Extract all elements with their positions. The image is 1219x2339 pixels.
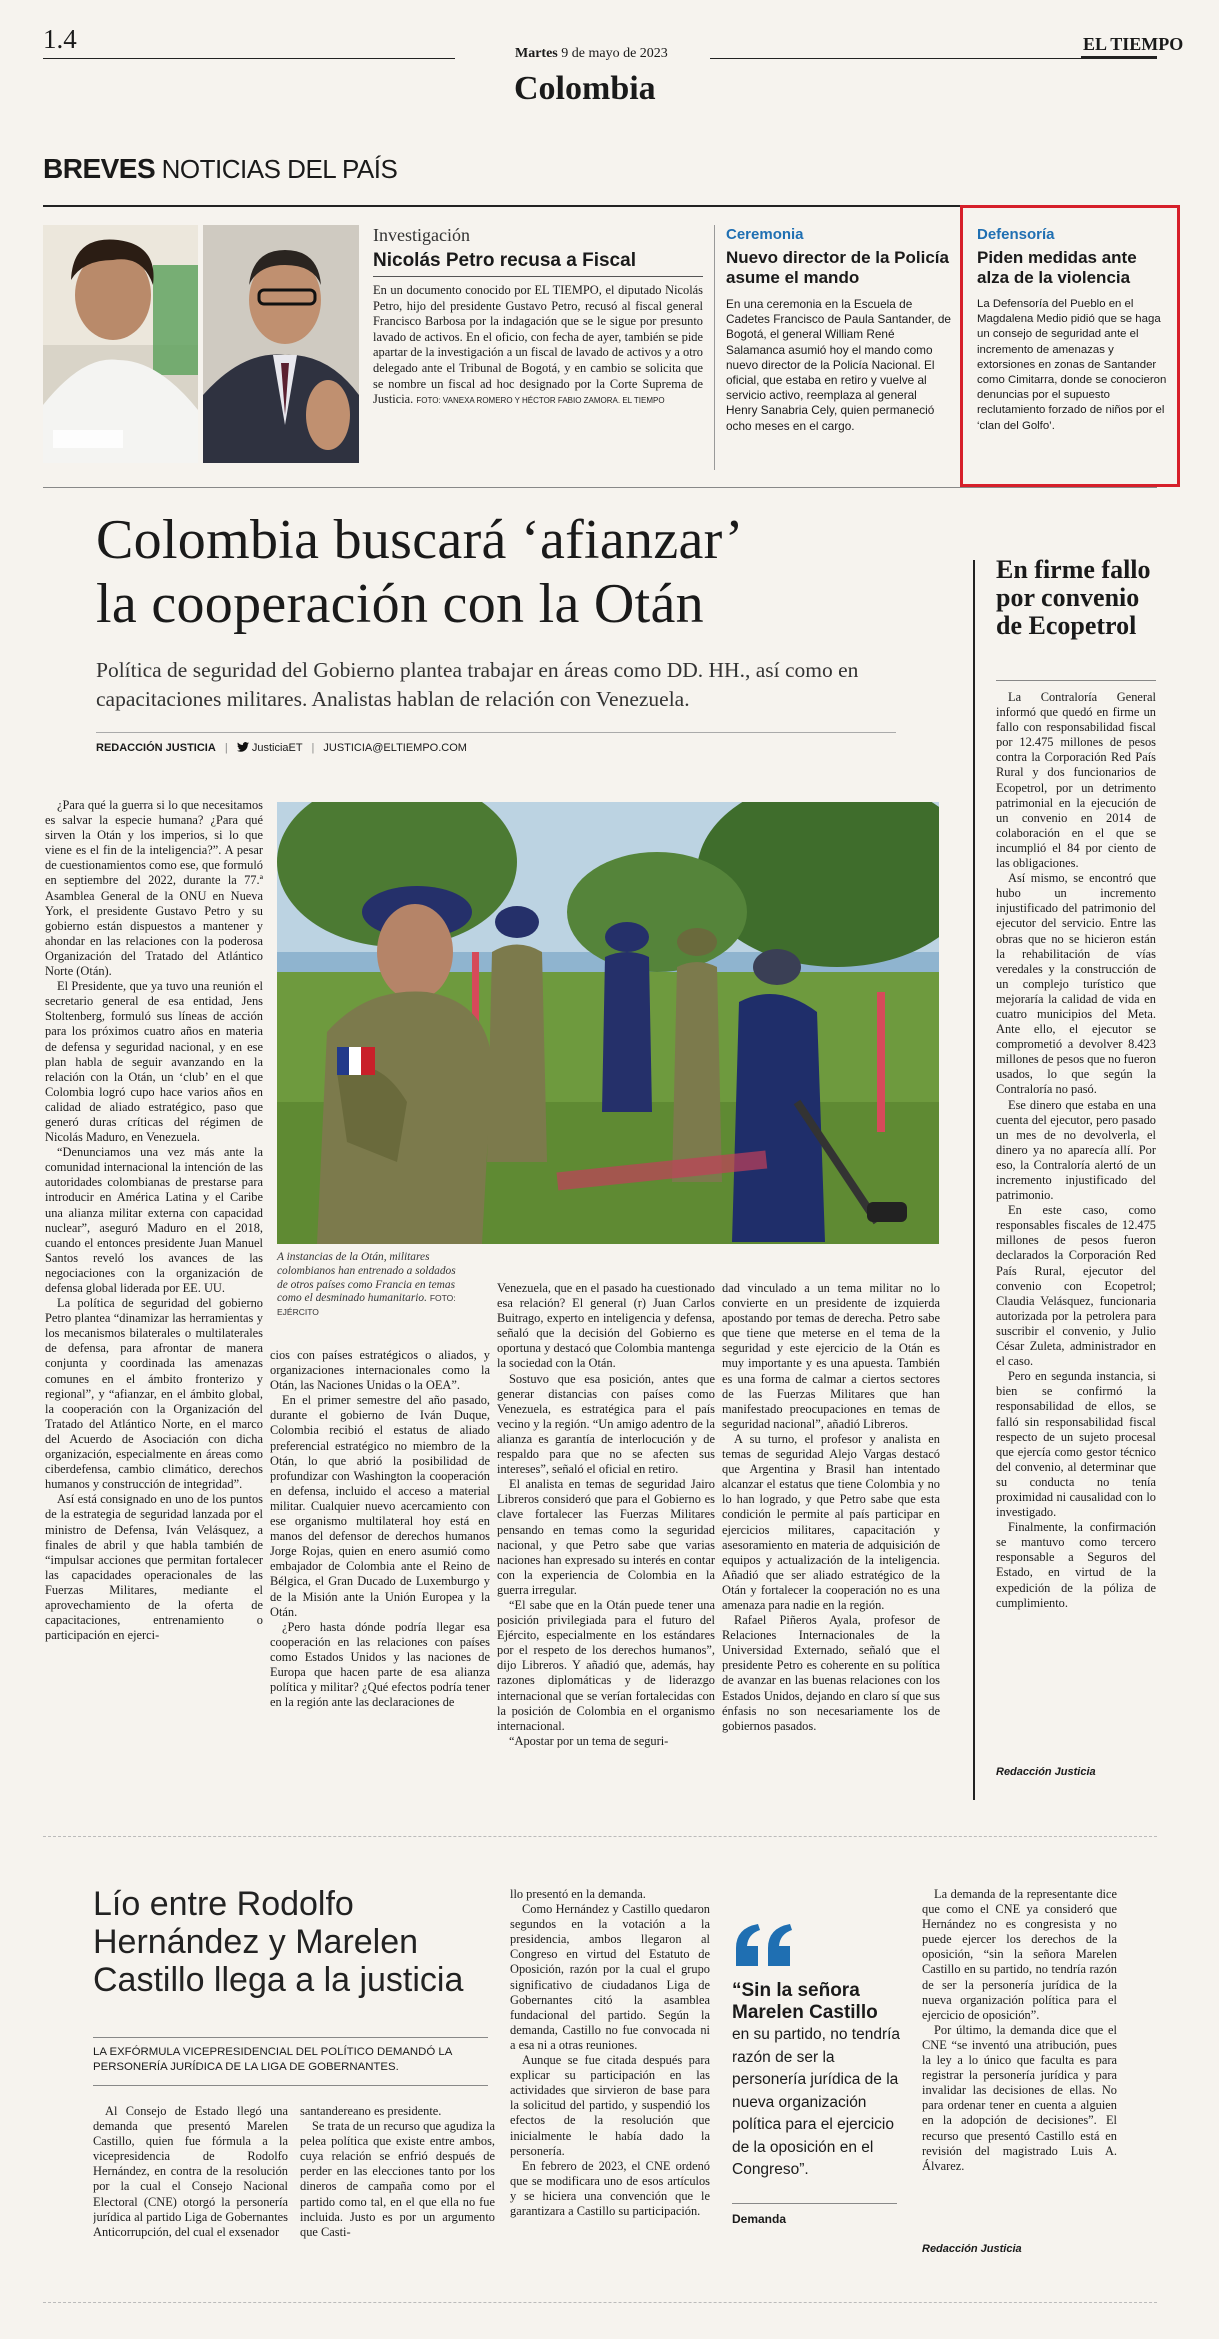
main-subhead: Política de seguridad del Gobierno plantea trabajar en áreas como DD. HH., así como en capacitaciones militares. Analistas hablan de relación con Venezuela. <box>96 658 859 711</box>
sidebar-title-rule <box>996 680 1156 681</box>
bottom-col3-p2: Como Hernández y Castillo quedaron segundos en la votación a la presidencia, ambos llegaron al Congreso en virtud del Estatuto de Oposición, razón por la cual el grupo significativo de ciudadanos Liga de Gobernantes citó la asamblea fundacional del partido. Según la demanda, Castillo no fue convocada ni a esa ni a otras reuniones. <box>510 1902 710 2052</box>
breve1-photo-credit: FOTO: VANEXA ROMERO Y HÉCTOR FABIO ZAMORA. EL TIEMPO <box>416 396 665 406</box>
main-headline-line1: Colombia buscará ‘afianzar’ <box>96 509 744 571</box>
bottom-headline <box>93 1885 463 1999</box>
pull-quote-rest: en su partido, no tendría razón de ser la personería jurídica de la nueva organización política para el ejercicio de la oposición en el Congreso”. <box>732 2026 901 2178</box>
byline-rule-top <box>96 732 896 733</box>
main-col4-p1: dad vinculado a un tema militar no lo convierte en un presidente de izquierda apostando por temas de derecha. Petro sabe que tiene que meterse en el tema de la seguridad y este ejercicio de la Otán es muy importante y es una apuesta. También es una forma de calmar a ciertos sectores de las Fuerzas Militares que han manifestado preocupaciones en temas de seguridad nacional”, añadió Libreros. <box>722 1281 940 1431</box>
main-photo-credit: FOTO: EJÉRCITO <box>277 1293 456 1318</box>
byline-author: REDACCIÓN JUSTICIA <box>96 742 216 754</box>
breves-label-bold: BREVES <box>43 153 156 184</box>
bottom-dek-rule-top <box>93 2037 488 2038</box>
main-headline <box>96 508 744 636</box>
bottom-col2-p1: santandereano es presidente. <box>300 2104 442 2118</box>
sidebar-divider <box>973 560 975 1800</box>
breve1-body <box>373 283 703 463</box>
bottom-headline-line1: Lío entre Rodolfo <box>93 1885 354 1923</box>
brand-rule <box>1081 56 1157 58</box>
main-photo-caption <box>277 1251 467 1320</box>
sidebar-p4: En este caso, como responsables fiscales de 12.475 millones de pesos fueron declarados la Corporación Red País Rural, ejecutor del convenio con Ecopetrol; Claudia Velásquez, funcionaria autorizada por la petrolera para suscribir el convenio, y Julio César Zuleta, administrador en el caso. <box>996 1203 1156 1369</box>
section-divider <box>43 1836 1157 1837</box>
sidebar-p6: Finalmente, la confirmación se mantuvo como tercero responsable a Seguros del Estado, en virtud de la expedición de la póliza de cumplimiento. <box>996 1520 1156 1610</box>
byline-sep1: | <box>224 742 228 754</box>
main-col4 <box>722 1281 940 1830</box>
bottom-dek: LA EXFÓRMULA VICEPRESIDENCIAL DEL POLÍTICO DEMANDÓ LA PERSONERÍA JURÍDICA DE LA LIGA DE GOBERNANTES. <box>93 2046 452 2073</box>
main-headline-line2: la cooperación con la Otán <box>96 573 704 635</box>
breve1-title: Nicolás Petro recusa a Fiscal <box>373 250 636 271</box>
bottom-col3 <box>510 1887 710 2279</box>
section-title: Colombia <box>514 70 656 107</box>
masthead-rule-left <box>43 58 455 59</box>
main-col4-p3: Rafael Piñeros Ayala, profesor de Relaciones Internacionales de la Universidad Externado, señaló que el presidente Petro es coherente en su política de avanzar en las buenas relaciones con los Estados Unidos, dejando en claro sí que sus énfasis no son necesariamente los de gobiernos pasados. <box>722 1613 940 1733</box>
pull-quote-source: Demanda <box>732 2212 787 2226</box>
main-col2-p3: ¿Pero hasta dónde podría llegar esa cooperación en las relaciones con países como Estados Unidos y las naciones de Europa que hacen parte de esa alianza política y militar? ¿Qué efectos podría tener en la región ante las declaraciones de <box>270 1619 490 1710</box>
main-col1-p1: ¿Para qué la guerra si lo que necesitamos es salvar la especie humana? ¿Para qué sirven la Otán y los imperios, si lo que viene es el fin de la inteligencia?”. A pesar de cuestionamientos como ese, que formuló en septiembre del 2022, durante la 77.ª Asamblea General de la ONU en Nueva York, el presidente Gustavo Petro y su gobierno están dispuestos a mantener y ahondar en las relaciones con la poderosa Organización del Tratado del Atlántico Norte (Otán). <box>45 798 263 979</box>
sidebar-signature: Redacción Justicia <box>996 1766 1096 1778</box>
nicolas-petro-photo <box>43 225 198 463</box>
breve1-kicker: Investigación <box>373 225 470 245</box>
main-col1 <box>45 798 263 1830</box>
page-bottom-rule <box>43 2302 1157 2303</box>
main-col3-p5: “Apostar por un tema de seguri- <box>509 1733 669 1748</box>
bottom-col1-p1: Al Consejo de Estado llegó una demanda que presentó Marelen Castillo, quien fue fórmula a la vicepresidencia de Rodolfo Hernández, en contra de la resolución por la cual el Consejo Nacional Electoral (CNE) otorgó la personería jurídica al partido Liga de Gobernantes Anticorrupción, del cual el exsenador <box>93 2104 288 2239</box>
bottom-col2 <box>300 2104 495 2279</box>
date-day: Martes <box>515 46 558 61</box>
bottom-col5-p1: La demanda de la representante dice que como el CNE ya consideró que Hernández no es congresista y no puede ejercer los derechos de la oposición, “sin la señora Marelen Castillo en su partido, no tendría razón de ser la personería jurídica de la nueva organización política para el ejercicio de oposición”. <box>922 1887 1117 2022</box>
page-number: 1.4 <box>43 24 77 54</box>
brand-logo: EL TIEMPO <box>1083 34 1184 54</box>
breves-label-light: NOTICIAS DEL PAÍS <box>161 154 398 184</box>
breve2-body: En una ceremonia en la Escuela de Cadetes Francisco de Paula Santander, de Bogotá, el general William René Salamanca asumió hoy el mando como nuevo director de la Policía Nacional. El oficial, que estaba en retiro y vuelve al servicio activo, reemplaza al general Henry Sanabria Cely, quien permaneció ocho meses en el cargo. <box>726 297 951 433</box>
byline-twitter: JusticiaET <box>251 742 303 754</box>
main-col2-p1: cios con países estratégicos o aliados, y organizaciones internacionales como la Otán, las Naciones Unidas o la OEA”. <box>270 1348 490 1393</box>
pull-quote <box>732 1980 907 2182</box>
bottom-col3-p1: llo presentó en la demanda. <box>510 1887 646 1901</box>
breves-label <box>43 153 397 186</box>
breve-divider-1 <box>714 225 715 470</box>
sidebar-title: En firme fallo por convenio de Ecopetrol <box>996 555 1151 640</box>
main-col2 <box>270 1348 490 1830</box>
bottom-signature: Redacción Justicia <box>922 2243 1022 2255</box>
main-col1-p3: “Denunciamos una vez más ante la comunidad internacional la intención de las autoridades colombianas de prestarse para introducir en América Latina y el Caribe una alianza militar externa con capacidad nuclear”, aseguró Maduro en el 2018, cuando el entonces presidente Juan Manuel Santos reveló los avances de las negociaciones con la organización de defensa global liderada por EE. UU. <box>45 1145 263 1295</box>
bottom-dek-rule-bottom <box>93 2085 488 2086</box>
sidebar-p1: La Contraloría General informó que quedó en firme un fallo con responsabilidad fiscal por 12.475 millones de pesos contra la Corporación Red País Rural y dos funcionarios de Ecopetrol, por un detrimento patrimonial en la ejecución de un convenio en 2014 de colaboración en el que se incumplió el 84 por ciento de las obligaciones. <box>996 690 1156 871</box>
main-col4-p2: A su turno, el profesor y analista en temas de seguridad Alejo Vargas destacó que Argentina y Brasil han intentado alcanzar el estatus que tiene Colombia y no lo han logrado, y que Petro sabe que esta condición le permite al país participar en ejercicios militares, capacitación y asesoramiento en materia de adquisición de equipos y actualización de la inteligencia. Añadió que ser aliado estratégico de la Otán y fortalecer la cooperación no es una amenaza para nadie en la región. <box>722 1431 940 1612</box>
main-col3-p3: El analista en temas de seguridad Jairo Libreros consideró que para el Gobierno es clave fortalecer las Fuerzas Militares pensando en temas como la seguridad nacional, y que Petro sabe que varias naciones han expresado su interés en contar con la experiencia de Colombia en la guerra irregular. <box>497 1477 715 1597</box>
breve1-title-rule <box>373 276 703 277</box>
breve2-title: Nuevo director de la Policía asume el mando <box>726 248 949 287</box>
byline-email: JUSTICIA@ELTIEMPO.COM <box>323 742 467 754</box>
bottom-headline-line3: Castillo llega a la justicia <box>93 1961 464 1999</box>
twitter-icon <box>237 742 249 752</box>
breve3-kicker: Defensoría <box>977 226 1055 243</box>
main-col1-p4: La política de seguridad del gobierno Petro plantea “dinamizar las herramientas y los mecanismos bilaterales o multilaterales de defensa, para afrontar de manera conjunta y coordinada las amenazas comunes en el ámbito fronterizo y regional”, y “afianzar, en el ámbito global, la cooperación con la Organización del Tratado del Atlántico Norte, en el marco del Acuerdo de Asociación con dicha organización, especialmente en áreas como ciberdefensa, cambio climático, derechos humanos y construcción de integridad”. <box>45 1296 263 1492</box>
bottom-col1 <box>93 2104 288 2279</box>
quote-mark-icon <box>732 1922 794 1968</box>
main-col3 <box>497 1281 715 1830</box>
breve3-title: Piden medidas ante alza de la violencia <box>977 248 1137 287</box>
bottom-col5-p2: Por último, la demanda dice que el CNE “se inventó una atribución, pues la ley a lo único que faculta es para registrar la personería jurídica y para invalidar las decisiones de ellas. No para ordenar tener en cuenta a alguien en la adopción de decisiones”. El recurso que presentó Castillo está en revisión del magistrado Luis A. Álvarez. <box>922 2022 1117 2173</box>
bottom-col3-p3: Aunque se fue citada después para explicar su participación en las actividades que sirvieron de base para la solicitud del partido, y suspendió los efectos de la resolución que inicialmente le había dado la personería. <box>510 2053 710 2158</box>
bottom-col5 <box>922 1887 1117 2237</box>
main-col1-p2: El Presidente, que ya tuvo una reunión el secretario general de esa entidad, Jens Stoltenberg, formuló sus líneas de acción para los próximos cuatro años en materia de defensa y seguridad nacional, y en ese plan habla de seguir avanzando en la relación con la Otán, un ‘club’ en el que Colombia logró cupo hace varios años en calidad de aliado estratégico, paso que generó duras críticas del régimen de Nicolás Maduro, en Venezuela. <box>45 979 263 1145</box>
byline <box>96 742 467 754</box>
breve1-body-text: En un documento conocido por EL TIEMPO, el diputado Nicolás Petro, hijo del presidente Gustavo Petro, recusó al fiscal general Francisco Barbosa por la indagación que se le sigue por presunto lavado de activos. En el oficio, con fecha de ayer, también se pide apartar de la investigación a un fiscal de lavado de activos y a otro delegado ante el Tribunal de Bogotá, y en cambio se solicita que se nombre un fiscal ad hoc designado por la Corte Suprema de Justicia. <box>373 283 703 407</box>
main-col2-p2: En el primer semestre del año pasado, durante el gobierno de Iván Duque, Colombia recibió el estatus de aliado preferencial estratégico no miembro de la Otán, lo que abrió la posibilidad de profundizar con Washington la cooperación en defensa, incluido el acceso a material militar. Cualquier nuevo acercamiento con ese organismo multilateral hoy está en manos del defensor de derechos humanos Jorge Rojas, quien en enero asumió como embajador de Colombia ante el Reino de Bélgica, el Gran Ducado de Luxemburgo y de la Misión ante la Unión Europea y la Otán. <box>270 1393 490 1619</box>
main-article-photo <box>277 802 939 1244</box>
pull-quote-rule <box>732 2203 897 2204</box>
sidebar-p2: Así mismo, se encontró que hubo un incremento injustificado del patrimonio del ejecutor del servicio. Entre las obras que no se hicieron están la rehabilitación de vías veredales y la construcción de un complejo turístico que mejoraría la calidad de vida en cuatro municipios del Meta. Ante ello, el ejecutor se comprometió a devolver 8.423 millones de pesos que no fueron usados, lo que según la Contraloría no pasó. <box>996 871 1156 1097</box>
fiscal-barbosa-photo <box>203 225 359 463</box>
page-date <box>515 46 668 62</box>
main-col1-p5: Así está consignado en uno de los puntos de la estrategia de seguridad lanzada por el ministro de Defensa, Iván Velásquez, a finales de abril y que habla también de “impulsar acciones que permitan fortalecer las capacidades operacionales de las Fuerzas Militares, mediante el aprovechamiento de la oferta de capacitaciones, entrenamiento o participación en ejerci- <box>45 1492 263 1643</box>
byline-sep2: | <box>311 742 315 754</box>
main-col3-p4: “El sabe que en la Otán puede tener una posición privilegiada para el futuro del Ejército, especialmente en los estándares por el respeto de los derechos humanos”, dijo Libreros. Y añadió que, además, hay razones diplomáticas y de liderazgo internacional que se verían fortalecidas con la posición de Colombia en el organismo internacional. <box>497 1597 715 1733</box>
main-col3-p2: Sostuvo que esa posición, antes que generar distancias con países como Venezuela, es estratégica para el país vecino y la región. “Un amigo adentro de la alianza es garantía de interlocución y de respaldo para que no se afecten sus intereses”, señaló el oficial en retiro. <box>497 1371 715 1477</box>
bottom-headline-line2: Hernández y Marelen <box>93 1923 419 1961</box>
masthead-rule-right <box>710 58 1157 59</box>
sidebar-body <box>996 690 1156 1770</box>
bottom-col3-p4: En febrero de 2023, el CNE ordenó que se modificara uno de esos artículos y se hiciera una convención que le garantizara a Castillo su participación. <box>510 2158 710 2218</box>
sidebar-p5: Pero en segunda instancia, si bien se confirmó la responsabilidad de ellos, se falló sin responsabilidad fiscal respecto de un sujeto procesal que ejercía como gestor técnico del convenio, al determinar que su conducta no tenía proximidad ni causalidad con lo investigado. <box>996 1369 1156 1520</box>
sidebar-p3: Ese dinero que estaba en una cuenta del ejecutor, pero pasado un mes de no devolverla, el dinero ya no aparecía allí. Por eso, la Contraloría alertó de un incremento injustificado del patrimonio. <box>996 1097 1156 1203</box>
date-rest: 9 de mayo de 2023 <box>561 46 668 61</box>
breve3-body: La Defensoría del Pueblo en el Magdalena Medio pidió que se haga un consejo de seguridad ante el incremento de amenazas y extorsiones en zonas de Santander como Cimitarra, donde se conocieron denuncias por el supuesto reclutamiento forzado de niños por el ‘clan del Golfo’. <box>977 298 1167 432</box>
breve2-kicker: Ceremonia <box>726 226 804 243</box>
pull-quote-lead: “Sin la señora Marelen Castillo <box>732 1980 878 2023</box>
breves-bottom-rule <box>43 487 1157 488</box>
bottom-col2-p2: Se trata de un recurso que agudiza la pelea política que existe entre ambos, cuya relación se enfrió después de perder en las elecciones tanto por los dineros de campaña como por el partido como tal, en el que ella no fue incluida. Justo es por un argumento que Casti- <box>300 2119 495 2239</box>
main-photo-caption-text: A instancias de la Otán, militares colombianos han entrenado a soldados de otros países como Francia en temas como el desminado humanitario. <box>277 1251 456 1305</box>
main-col3-p1: Venezuela, que en el pasado ha cuestionado esa relación? El general (r) Juan Carlos Buitrago, experto en inteligencia y defensa, señaló que la decisión del Gobierno es oportuna y destacó que Colombia mantenga la sociedad con la Otán. <box>497 1281 715 1371</box>
